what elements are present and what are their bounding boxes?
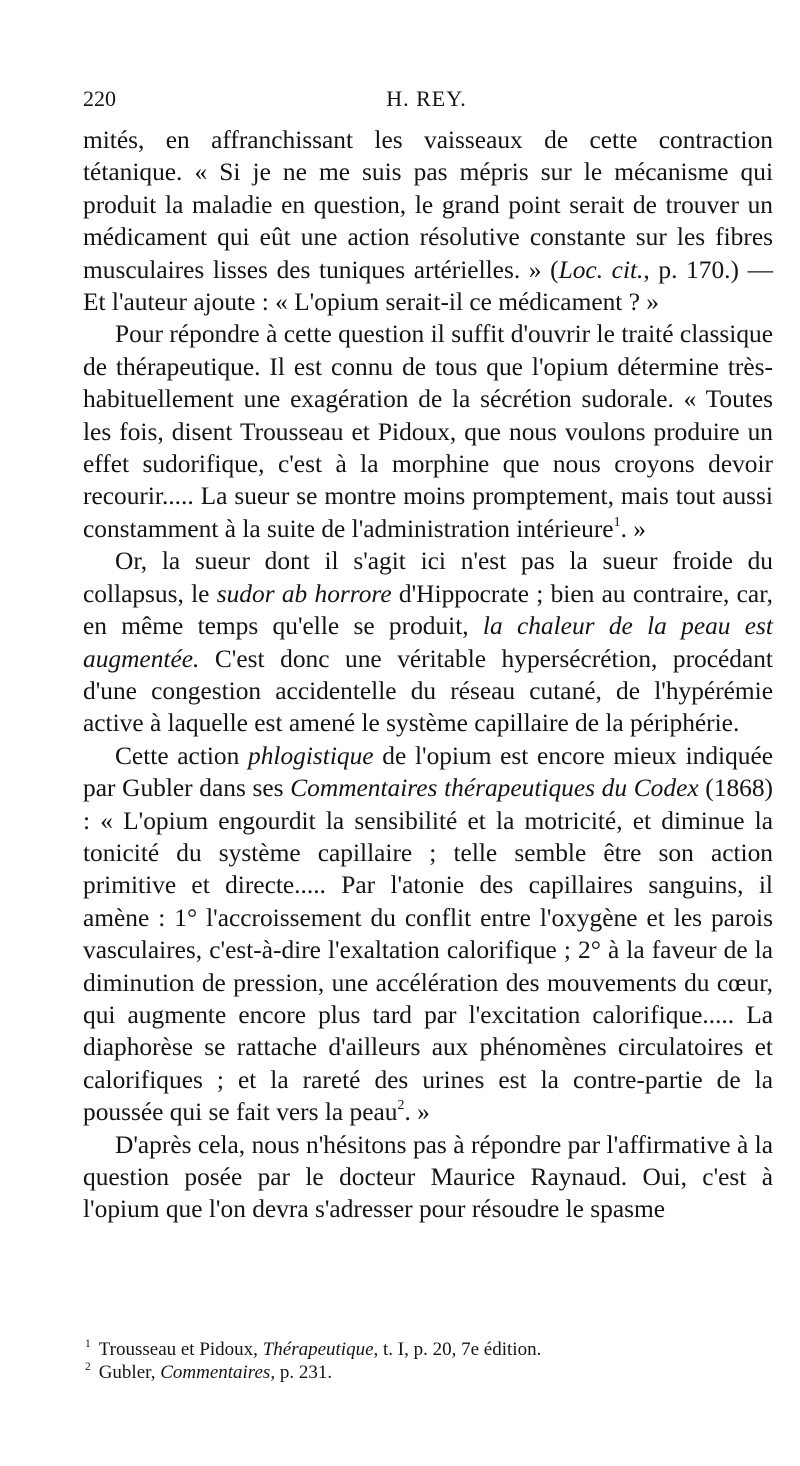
page-number: 220	[83, 86, 116, 111]
footnote	[85, 1361, 775, 1384]
italic-text: phlogistique	[248, 741, 374, 770]
text-run: , p. 231.	[270, 1362, 333, 1383]
body-text	[83, 124, 773, 1226]
text-run: Trousseau et Pidoux,	[98, 1339, 263, 1360]
text-run: de l'opium est encore mieux indiquée par Gubler dans ses	[83, 741, 773, 803]
text-run: mités, en affranchissant les vaisseaux de cette contraction tétanique. « Si je ne me suis pas mépris sur le mécanisme qui produit la maladie en question, le grand point serait de trouver un médicament qui eût une action résolutive constante sur les fibres musculaires lisses des tuniques artérielles. » (	[83, 126, 773, 284]
italic-text: sudor ab horrore	[216, 579, 392, 608]
text-run: , t. I, p. 20, 7e édition.	[373, 1339, 542, 1360]
footnotes	[85, 1338, 775, 1384]
running-title: H. REY.	[386, 86, 467, 111]
italic-text: la chaleur de la peau est augmentée.	[83, 612, 773, 673]
paragraph	[83, 1129, 773, 1226]
text-run: Cette action	[115, 741, 249, 770]
text-run: Pour répondre à cette question il suffit d'ouvrir le traité classique de thérapeutique. Il est connu de tous que l'opium détermine très-habituellement une exagération de la sécrétion sudorale. « Toutes les fois, disent Trousseau et Pidoux, que nous voulons produire un effet sudorifique, c'est à la morphine que nous croyons devoir recourir..... La sueur se montre moins promptement, mais tout aussi constamment à la suite de l'administration intérieure	[83, 320, 773, 543]
italic-text: Commentaires	[160, 1362, 271, 1383]
text-run: Or, la sueur dont il s'agit ici n'est pas la sueur froide du collapsus, le	[83, 547, 773, 608]
text-run: D'après cela, nous n'hésitons pas à répondre par l'affirmative à la question posée par le docteur Maurice Raynaud. Oui, c'est à l'opium que l'on devra s'adresser pour résoudre le spasme	[83, 1130, 773, 1224]
footnote-ref: 2	[397, 1098, 405, 1114]
text-run: C'est donc une véritable hypersécrétion, procédant d'une congestion accidentelle du réseau cutané, de l'hypérémie active à laquelle est amené le système capillaire de la périphérie.	[83, 644, 773, 738]
paragraph	[83, 545, 773, 739]
text-run: d'Hippocrate ; bien au contraire, car, en même temps qu'elle se produit,	[83, 579, 773, 641]
italic-text: Commentaires thérapeutiques du Codex	[290, 774, 699, 803]
text-run: (1868) : « L'opium engourdit la sensibilité et la motricité, et diminue la tonicité du système capillaire ; telle semble être son action primitive et directe..... Par l'atonie des capillaires sanguins, il amène : 1° l'accroissement du conflit entre l'oxygène et les parois vasculaires, c'est-à-dire l'exaltation calorifique ; 2° à la faveur de la diminution de pression, une accélération des mouvements du cœur, qui augmente encore plus tard par l'excitation calorifique..... La diaphorèse se rattache d'ailleurs aux phénomènes circulatoires et calorifiques ; et la rareté des urines est la contre-partie de la poussée qui se fait vers la peau	[83, 774, 773, 1127]
paragraph	[83, 740, 773, 1129]
text-run: . »	[404, 1098, 430, 1127]
footnote-mark: 2	[85, 1361, 91, 1374]
footnote-ref: 1	[613, 514, 621, 530]
text-run: . »	[620, 514, 646, 543]
text-run: Gubler,	[98, 1362, 161, 1383]
footnote-mark: 1	[85, 1338, 91, 1351]
running-header	[83, 86, 770, 122]
paragraph	[83, 318, 773, 545]
text-run: , p. 170.) — Et l'auteur ajoute : « L'opium serait-il ce médicament ? »	[83, 255, 774, 317]
paragraph	[83, 124, 773, 318]
italic-text: Loc. cit.	[558, 255, 644, 284]
italic-text: Thérapeutique	[262, 1339, 374, 1360]
footnote	[85, 1338, 775, 1361]
